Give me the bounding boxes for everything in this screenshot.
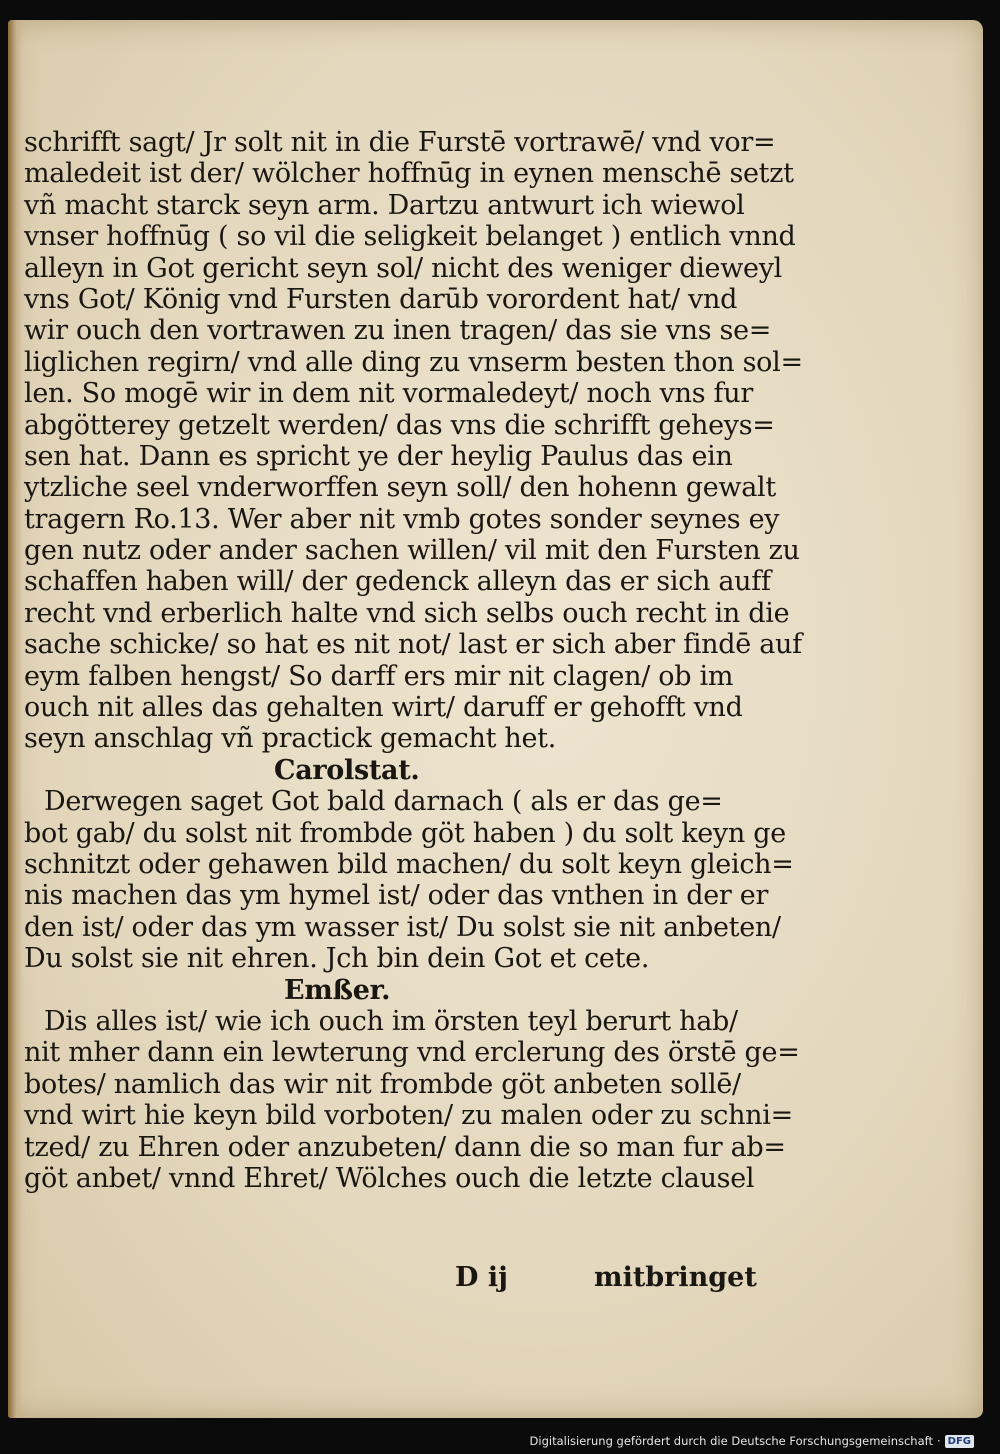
footer-credit-text: Digitalisierung gefördert durch die Deutsche Forschungsgemeinschaft xyxy=(529,1434,933,1448)
text-line: eym falben hengst/ So darff ers mir nit clagen/ ob im xyxy=(24,660,734,692)
text-line: nit mher dann ein lewterung vnd erclerung des örstē ge= xyxy=(24,1037,800,1069)
section-heading-carolstat: Carolstat. xyxy=(274,754,420,786)
text-line: gen nutz oder ander sachen willen/ vil mit den Fursten zu xyxy=(24,535,800,567)
text-line: Du solst sie nit ehren. Jch bin dein Got et cete. xyxy=(24,943,650,975)
text-line: seyn anschlag vñ practick gemacht het. xyxy=(24,723,557,755)
text-line: sache schicke/ so hat es nit not/ last er sich aber findē auf xyxy=(24,629,802,661)
text-line: Derwegen saget Got bald darnach ( als er das ge= xyxy=(44,786,723,818)
text-line: alleyn in Got gericht seyn sol/ nicht des weniger dieweyl xyxy=(24,252,782,284)
text-line: wir ouch den vortrawen zu inen tragen/ das sie vns se= xyxy=(24,315,772,347)
text-line: nis machen das ym hymel ist/ oder das vnthen in der er xyxy=(24,880,769,912)
text-line: sen hat. Dann es spricht ye der heylig Paulus das ein xyxy=(24,440,733,472)
text-line: vnd wirt hie keyn bild vorboten/ zu malen oder zu schni= xyxy=(24,1100,793,1132)
text-line: vns Got/ König vnd Fursten darūb vorordent hat/ vnd xyxy=(24,283,738,315)
text-line: schaffen haben will/ der gedenck alleyn das er sich auff xyxy=(24,566,771,598)
text-line: schrifft sagt/ Jr solt nit in die Furstē vortrawē/ vnd vor= xyxy=(24,127,776,158)
text-line: bot gab/ du solst nit frombde göt haben ) du solt keyn ge xyxy=(24,817,786,849)
dfg-logo: DFG xyxy=(945,1435,974,1448)
text-line: ouch nit alles das gehalten wirt/ daruff er gehofft vnd xyxy=(24,692,743,724)
text-line: len. So mogē wir in dem nit vormaledeyt/ noch vns fur xyxy=(24,378,753,410)
text-line: vnser hoffnūg ( so vil die seligkeit belanget ) entlich vnnd xyxy=(24,221,796,253)
section-heading-emser: Emßer. xyxy=(284,974,391,1006)
text-line: Dis alles ist/ wie ich ouch im örsten teyl berurt hab/ xyxy=(44,1005,738,1037)
signature-mark: D ij xyxy=(455,1262,508,1293)
text-line: recht vnd erberlich halte vnd sich selbs ouch recht in die xyxy=(24,597,790,629)
text-line: liglichen regirn/ vnd alle ding zu vnserm besten thon sol= xyxy=(24,346,803,378)
page-edge-shadow xyxy=(8,20,22,1418)
catchword: mitbringet xyxy=(594,1262,757,1293)
text-line: vñ macht starck seyn arm. Dartzu antwurt ich wiewol xyxy=(24,189,745,221)
text-line: maledeit ist der/ wölcher hoffnūg in eynen menschē setzt xyxy=(24,158,794,190)
text-line: göt anbet/ vnnd Ehret/ Wölches ouch die letzte clausel xyxy=(24,1162,755,1194)
text-line: schnitzt oder gehawen bild machen/ du solt keyn gleich= xyxy=(24,848,794,880)
text-line: ytzliche seel vnderworffen seyn soll/ den hohenn gewalt xyxy=(24,472,776,504)
footer-separator: · xyxy=(937,1434,941,1448)
text-line: den ist/ oder das ym wasser ist/ Du solst sie nit anbeten/ xyxy=(24,911,781,943)
digitization-footer xyxy=(530,1432,974,1450)
page-text-block xyxy=(24,127,803,1194)
text-line: botes/ namlich das wir nit frombde göt anbeten sollē/ xyxy=(24,1068,741,1100)
text-line: tragern Ro.13. Wer aber nit vmb gotes sonder seynes ey xyxy=(24,503,780,535)
text-line: abgötterey getzelt werden/ das vns die schrifft geheys= xyxy=(24,409,775,441)
text-line: tzed/ zu Ehren oder anzubeten/ dann die so man fur ab= xyxy=(24,1131,786,1163)
